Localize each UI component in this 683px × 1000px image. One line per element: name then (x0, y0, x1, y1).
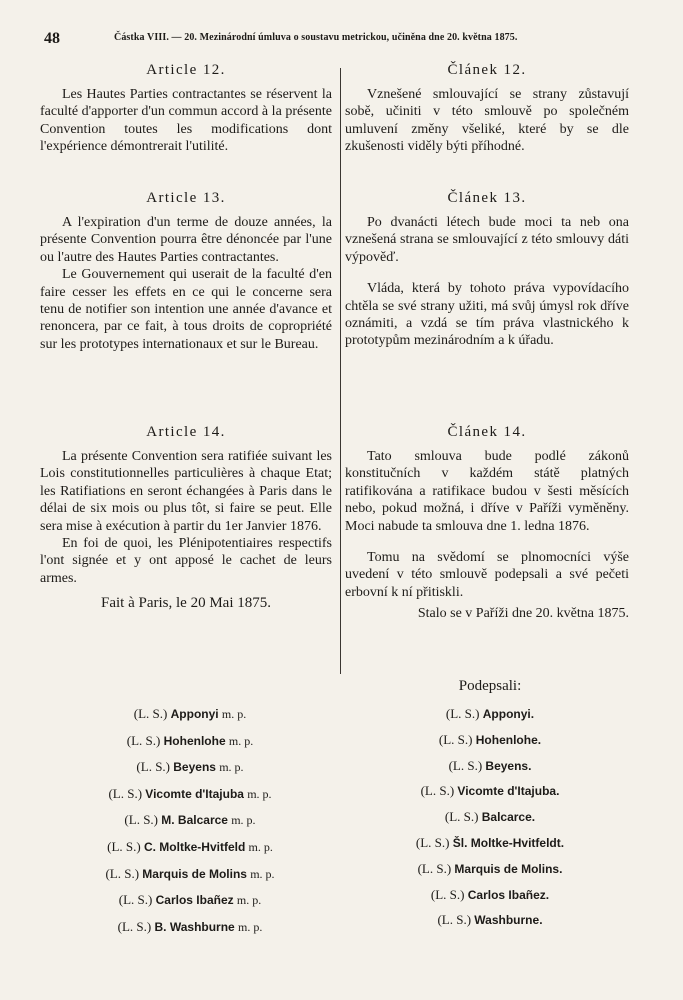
seal-mark: (L. S.) (445, 706, 480, 721)
signatory-name: Carlos Ibañez (155, 893, 234, 908)
column-divider (340, 68, 341, 674)
signature-line (360, 783, 620, 809)
seal-mark: (L. S.) (420, 783, 455, 799)
manu-propria: m. p. (248, 839, 273, 854)
closing-line: Fait à Paris, le 20 Mai 1875. (101, 595, 271, 612)
manu-propria: m. p. (219, 760, 244, 775)
signatory-name: Šl. Moltke-Hvitfeldt. (452, 835, 565, 850)
signature-line (360, 887, 620, 913)
seal-mark: (L. S.) (126, 732, 161, 748)
seal-mark: (L. S.) (118, 892, 153, 908)
signature-line (360, 758, 620, 784)
manu-propria: m. p. (221, 707, 247, 721)
seal-mark: (L. S.) (438, 731, 473, 747)
page-number: 48 (44, 30, 60, 47)
manu-propria: m. p. (247, 786, 272, 801)
signature-line (60, 812, 320, 839)
article-paragraph: Tato smlouva bude podlé zákonů konstitučních v každém státě platných ratifikována a ratifikace budou v šesti měsících nebo, pokud možná, i dříve v Paříži vyměněny. Moci nabude ta smlouva dne 1. ledna 1876. (345, 449, 629, 534)
signature-line (60, 706, 320, 733)
signature-line (60, 733, 320, 760)
signatory-name: B. Washburne (154, 919, 235, 934)
article-14-cs (345, 424, 629, 623)
signatory-name: Vicomte d'Itajuba. (457, 784, 560, 799)
signatory-name: C. Moltke-Hvitfeld (143, 839, 246, 854)
signatory-name: Vicomte d'Itajuba (145, 786, 244, 801)
signatory-name: Marquis de Molins. (454, 861, 563, 876)
signatory-name: Apponyi (170, 707, 219, 721)
signatory-name: Hohenlohe. (475, 732, 542, 747)
signatory-name: Carlos Ibañez. (467, 887, 550, 902)
article-heading: Článek 13. (447, 190, 527, 206)
signature-line (60, 786, 320, 813)
article-paragraph: A l'expiration d'un terme de douze années, la présente Convention pourra être dénoncée par l'une ou l'autre des Hautes Parties contractantes. (40, 215, 332, 265)
signature-line (360, 732, 620, 758)
signatory-name: M. Balcarce (161, 813, 228, 828)
article-paragraph: Tomu na svědomí se plnomocníci výše uvedení v této smlouvě podepsali a své pečeti erbovní k ní přitiskli. (345, 550, 629, 600)
seal-mark: (L. S.) (437, 912, 472, 928)
signature-line (60, 919, 320, 946)
signatory-name: Washburne. (474, 913, 543, 928)
seal-mark: (L. S.) (117, 918, 152, 934)
page-header (40, 28, 650, 50)
article-paragraph: Po dvanácti létech bude moci ta neb ona vznešená strana se smlouvající z této smlouvy dáti výpověď. (345, 215, 629, 265)
article-paragraph: La présente Convention sera ratifiée suivant les Lois constitutionnelles particulières à chaque Etat; les Ratifiations en seront échangées à Paris dans le délai de six mois ou plus tôt, si faire se peut. Elle sera mise à exécution à partir du 1er Janvier 1876. (40, 449, 332, 534)
article-13-cs (345, 190, 629, 424)
article-12-fr (40, 62, 332, 190)
french-signatures (60, 706, 320, 945)
seal-mark: (L. S.) (136, 759, 171, 775)
signature-line (360, 912, 620, 938)
signed-label: Podepsali: (458, 678, 522, 694)
signature-line (360, 861, 620, 887)
czech-signatures (360, 706, 620, 938)
running-title: Částka VIII. — 20. Mezinárodní úmluva o soustavu metrickou, učiněna dne 20. května 1875. (114, 32, 518, 43)
article-heading: Článek 14. (447, 424, 527, 440)
article-paragraph: Le Gouvernement qui userait de la faculté d'en faire cesser les effets en ce qui le concerne sera tenu de notifier son intention une année d'avance et renoncera, par ce fait, à tous droits de copropriété sur les prototypes internationaux et sur le Bureau. (40, 267, 332, 352)
french-column (40, 62, 332, 613)
article-paragraph: En foi de quoi, les Plénipotentiaires respectifs l'ont signée et y ont apposé le cachet de leurs armes. (40, 536, 332, 586)
manu-propria: m. p. (228, 733, 254, 748)
seal-mark: (L. S.) (444, 809, 479, 825)
closing-line: Stalo se v Paříži dne 20. května 1875. (417, 606, 629, 622)
signatory-name: Marquis de Molins (142, 866, 247, 881)
manu-propria: m. p. (250, 866, 275, 881)
signature-line (60, 839, 320, 866)
signatory-name: Beyens (173, 760, 216, 775)
signatory-name: Balcarce. (481, 810, 536, 825)
article-heading: Article 13. (146, 190, 226, 206)
manu-propria: m. p. (236, 893, 262, 908)
seal-mark: (L. S.) (133, 706, 168, 721)
seal-mark: (L. S.) (105, 865, 140, 881)
article-12-cs (345, 62, 629, 190)
seal-mark: (L. S.) (107, 838, 141, 854)
signatory-name: Hohenlohe (163, 733, 226, 748)
article-paragraph: Vláda, která by tohoto práva vypovídacího chtěla se své strany užiti, má svůj úmysl rok dříve oznámiti, a vzdá se tím práva vlastnického k prototypům mezinárodním a k úřadu. (345, 281, 629, 349)
article-heading: Article 12. (146, 62, 226, 78)
signature-line (360, 835, 620, 861)
signature-line (60, 866, 320, 893)
seal-mark: (L. S.) (417, 860, 452, 876)
manu-propria: m. p. (231, 813, 256, 828)
article-heading: Článek 12. (447, 62, 527, 78)
signature-line (360, 809, 620, 835)
czech-column (345, 62, 629, 623)
seal-mark: (L. S.) (448, 757, 483, 773)
seal-mark: (L. S.) (108, 785, 143, 801)
article-paragraph: Les Hautes Parties contractantes se réservent la faculté d'apporter d'un commun accord à la présente Convention toutes les modifications dont l'expérience démontrerait l'utilité. (40, 87, 332, 155)
seal-mark: (L. S.) (415, 834, 450, 850)
signatory-name: Apponyi. (482, 707, 535, 721)
seal-mark: (L. S.) (124, 812, 159, 828)
signature-line (60, 759, 320, 786)
signature-line (360, 706, 620, 732)
article-14-fr (40, 424, 332, 613)
seal-mark: (L. S.) (430, 886, 465, 902)
article-heading: Article 14. (146, 424, 226, 440)
article-13-fr (40, 190, 332, 424)
article-paragraph: Vznešené smlouvající se strany zůstavují sobě, učiniti v této smlouvě po společném umluvení změny všeliké, které by se dle zkušenosti viděly býti příhodné. (345, 87, 629, 155)
manu-propria: m. p. (237, 919, 263, 934)
signature-line (60, 892, 320, 919)
signatory-name: Beyens. (485, 758, 532, 773)
